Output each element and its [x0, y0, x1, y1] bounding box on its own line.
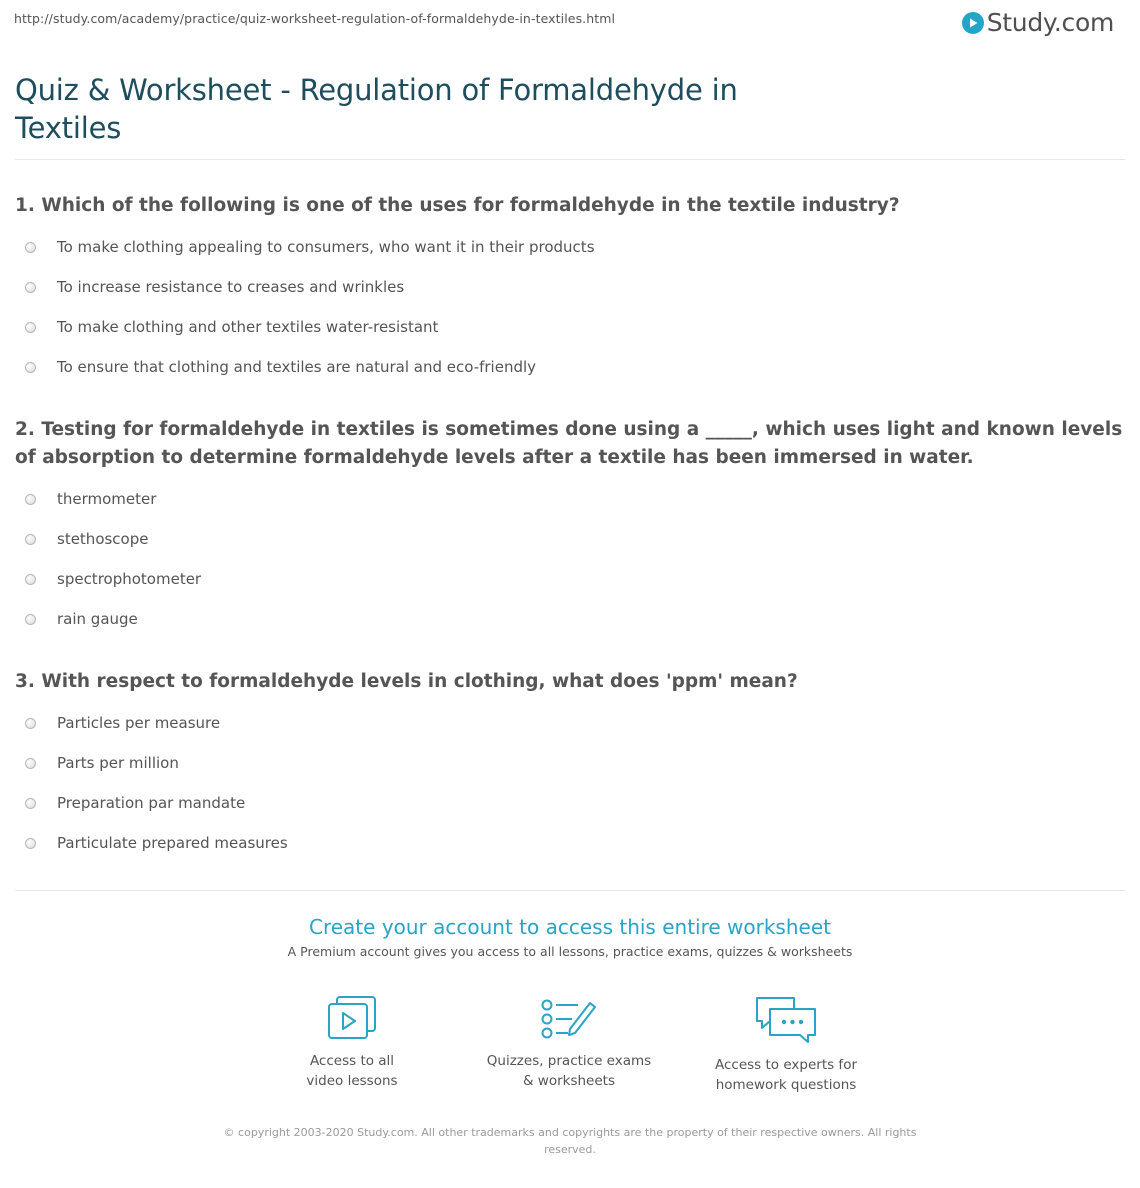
chat-bubbles-icon [754, 995, 818, 1045]
cta-title[interactable]: Create your account to access this entire worksheet [309, 915, 831, 939]
logo-text: Study.com [986, 8, 1114, 37]
feature-video-lessons [252, 995, 452, 1091]
radio-button[interactable] [25, 614, 36, 625]
answer-option[interactable]: Particulate prepared measures [15, 823, 1125, 863]
radio-button[interactable] [25, 718, 36, 729]
answer-option[interactable]: To make clothing appealing to consumers, who want it in their products [15, 227, 1125, 267]
radio-button[interactable] [25, 282, 36, 293]
answer-option[interactable]: thermometer [15, 479, 1125, 519]
radio-button[interactable] [25, 838, 36, 849]
cta-subtitle: A Premium account gives you access to all lessons, practice exams, quizzes & worksheets [287, 944, 853, 959]
radio-button[interactable] [25, 322, 36, 333]
study-logo[interactable] [962, 8, 1114, 37]
answer-option[interactable]: Parts per million [15, 743, 1125, 783]
feature-quizzes [469, 995, 669, 1091]
play-icon [962, 12, 984, 34]
copyright-footer: © copyright 2003-2020 Study.com. All other trademarks and copyrights are the property of their respective owners. All rights reserved. [223, 1126, 917, 1156]
answer-option[interactable]: stethoscope [15, 519, 1125, 559]
question-3 [15, 668, 1125, 863]
radio-button[interactable] [25, 758, 36, 769]
answer-options [15, 703, 1125, 863]
question-text: 2. Testing for formaldehyde in textiles is sometimes done using a _____, which uses light and known levels of absorption to determine formaldehyde levels after a textile has been immersed in water. [15, 419, 1123, 468]
divider [15, 159, 1125, 160]
question-2 [15, 416, 1125, 639]
radio-button[interactable] [25, 534, 36, 545]
question-text: 3. With respect to formaldehyde levels in clothing, what does 'ppm' mean? [15, 671, 798, 692]
feature-label: Quizzes, practice exams & worksheets [486, 1053, 652, 1089]
feature-label: Access to all video lessons [306, 1053, 398, 1089]
answer-option[interactable]: To ensure that clothing and textiles are natural and eco-friendly [15, 347, 1125, 387]
radio-button[interactable] [25, 798, 36, 809]
video-lessons-icon [326, 995, 378, 1041]
question-text: 1. Which of the following is one of the uses for formaldehyde in the textile industry? [15, 195, 900, 216]
radio-button[interactable] [25, 494, 36, 505]
feature-experts [686, 995, 886, 1095]
quiz-checklist-icon [540, 995, 598, 1041]
page-title: Quiz & Worksheet - Regulation of Formaldehyde in Textiles [15, 73, 738, 145]
answer-option[interactable]: Particles per measure [15, 703, 1125, 743]
answer-option[interactable]: rain gauge [15, 599, 1125, 639]
signup-cta [0, 912, 1140, 959]
answer-options [15, 227, 1125, 387]
radio-button[interactable] [25, 574, 36, 585]
radio-button[interactable] [25, 242, 36, 253]
divider [15, 890, 1125, 891]
answer-options [15, 479, 1125, 639]
page-url: http://study.com/academy/practice/quiz-worksheet-regulation-of-formaldehyde-in-textiles.html [14, 11, 616, 26]
answer-option[interactable]: To increase resistance to creases and wrinkles [15, 267, 1125, 307]
feature-label: Access to experts for homework questions [714, 1057, 857, 1093]
question-1 [15, 192, 1125, 387]
answer-option[interactable]: spectrophotometer [15, 559, 1125, 599]
radio-button[interactable] [25, 362, 36, 373]
answer-option[interactable]: To make clothing and other textiles water-resistant [15, 307, 1125, 347]
answer-option[interactable]: Preparation par mandate [15, 783, 1125, 823]
